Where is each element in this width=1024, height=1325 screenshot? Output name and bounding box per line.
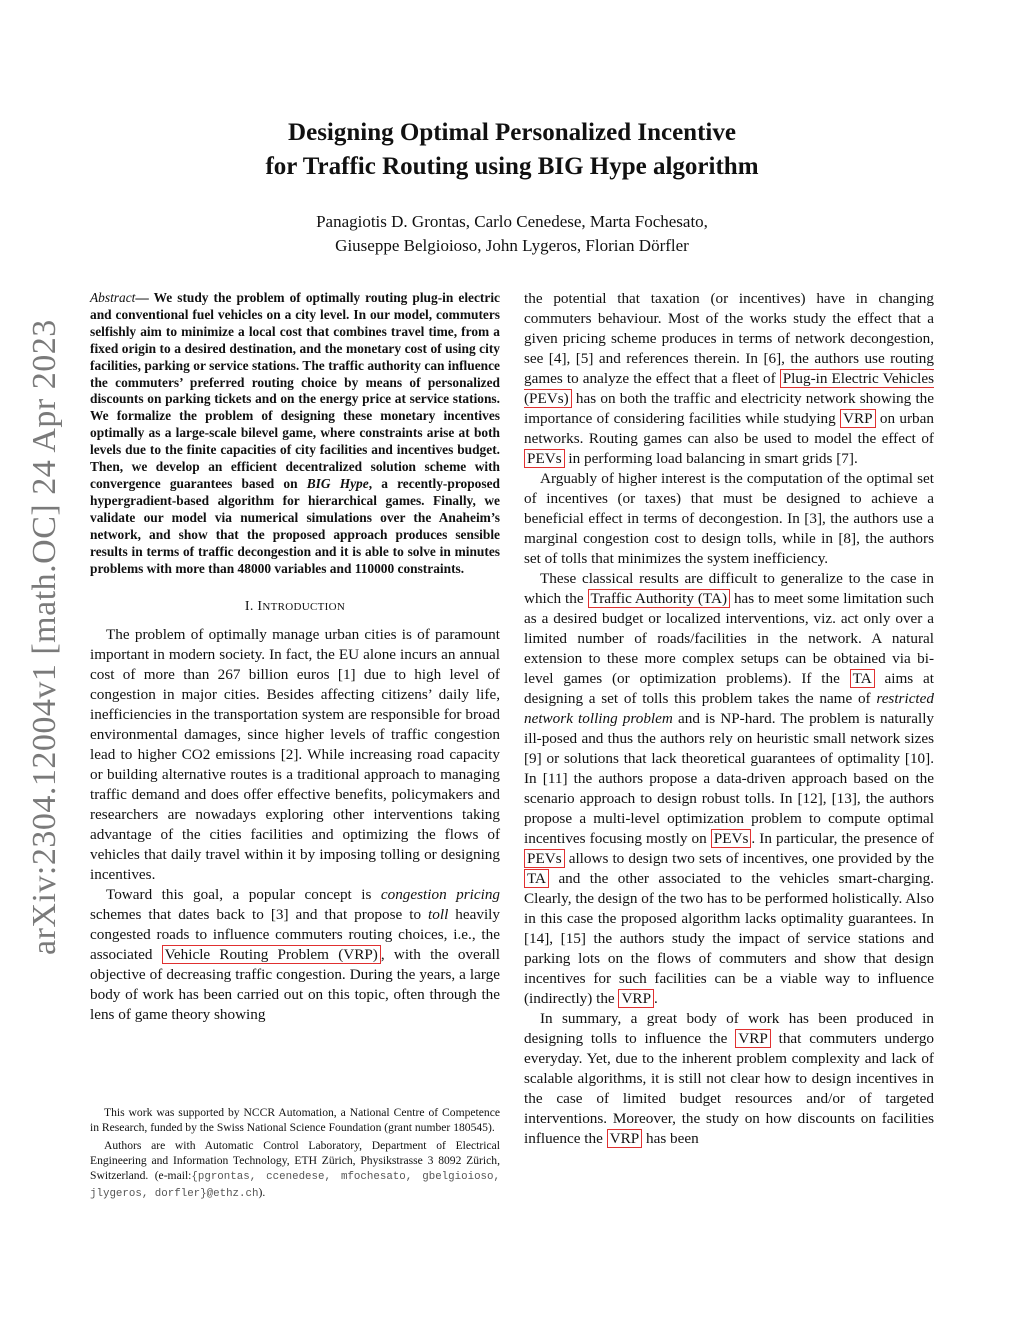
acronym-link-ta[interactable]: TA [524, 869, 549, 888]
abstract-emphasis: BIG Hype [306, 475, 369, 491]
text-run: , with the overall objective of decreasing traffic congestion. During the years, a large body of work has been carried out on this topic, often through the lens of game theory showing [90, 946, 500, 1024]
authors-line-1: Panagiotis D. Grontas, Carlo Cenedese, Marta Fochesato, [316, 212, 708, 231]
section-rest: NTRODUCTION [262, 601, 346, 614]
text-run: Authors are with Automatic Control Laboratory, Department of Electrical Engineering and Information Technology, ETH Zürich, Physikstrasse 3 8092 Zürich, Switzerland. (e-mail: [90, 1138, 500, 1183]
text-run: These classical results are difficult to generalize to the case in which the [524, 570, 934, 607]
text-run: has been [642, 1130, 699, 1147]
right-paragraph-4 [524, 1009, 934, 1149]
emphasis: toll [428, 906, 449, 924]
arxiv-stamp: arXiv:2304.12004v1 [math.OC] 24 Apr 2023 [26, 319, 63, 955]
right-column [524, 289, 934, 1149]
footnote-affiliation [90, 1138, 500, 1203]
authors-line-2: Giuseppe Belgioioso, John Lygeros, Florian Dörfler [335, 236, 689, 255]
text-run: aims at designing a set of tolls this problem takes the name of [524, 670, 934, 707]
left-column [90, 290, 500, 1025]
intro-paragraph-1: The problem of optimally manage urban cities is of paramount important in modern society. In fact, the EU alone incurs an annual cost of more than 267 billion euros [1] due to high level of congestion in major cities. Besides affecting citizens’ daily life, inefficiencies in the transportation system are responsible for broad environmental damages, since higher levels of traffic congestion lead to higher CO2 emissions [2]. While increasing road capacity or building alternative routes is a traditional approach to managing traffic demand and does offer effective benefits, policymakers and researchers are nowadays exploring other interventions taking advantage of the cities facilities and optimizing the flows of vehicles that daily travel within it by imposing tolling or designing incentives. [90, 626, 500, 884]
text-run: that commuters undergo everyday. Yet, due to the inherent problem complexity and lack of scalable algorithms, it is still not clear how to design incentives in the case of limited budget resources and/or of targeted interventions. Moreover, the study on how discounts on facilities influence the [524, 1030, 935, 1147]
text-run: in performing load balancing in smart grids [7]. [564, 450, 858, 467]
acronym-link-pevs[interactable]: PEVs [524, 849, 565, 868]
emphasis: restricted network tolling problem [524, 690, 934, 727]
acronym-link-vrp[interactable]: VRP [735, 1029, 771, 1048]
acronym-link-pevs-full[interactable]: Plug-in Electric Vehicles (PEVs) [524, 370, 934, 407]
emphasis: congestion pricing [380, 886, 501, 904]
acronym-link-pevs[interactable]: PEVs [711, 829, 752, 848]
text-run: . [654, 990, 658, 1007]
text-run: allows to design two sets of incentives, one provided by the [564, 850, 934, 867]
text-run: schemes that dates back to [3] and that propose to [90, 906, 429, 924]
right-paragraph-3 [524, 569, 934, 1009]
right-paragraph-1 [524, 289, 934, 469]
section-first-letter: I [257, 599, 263, 615]
text-run: the potential that taxation (or incentives) have in changing commuters behaviour. Most of the works study the effect that a given pricing scheme produces in terms of network decongestion, see [4], [5] and references therein. In [6], the authors use routing games to analyze the effect that a fleet of [524, 290, 934, 387]
right-paragraph-2: Arguably of higher interest is the computation of the optimal set of incentives (or taxes) that must be designed to achieve a beneficial effect in terms of decongestion. In [3], the authors use a marginal congestion cost to design tolls, while in [8], the authors set of tolls that minimizes the system inefficiency. [524, 470, 934, 567]
text-run: . In particular, the presence of [751, 830, 934, 847]
acronym-link-pevs[interactable]: PEVs [524, 449, 565, 468]
acronym-link-ta-full[interactable]: Traffic Authority (TA) [588, 589, 731, 608]
intro-paragraph-2 [90, 885, 500, 1025]
text-run: has to meet some limitation such as a desired budget or localized interventions, viz. act only over a limited number of roads/facilities in the network. A natural extension to these more complex setups can be obtained via bi-level games (or optimization problems). If the [524, 590, 935, 687]
title-line-1: Designing Optimal Personalized Incentive [288, 119, 736, 146]
acronym-link-vrp[interactable]: VRP [607, 1129, 643, 1148]
text-run: Toward this goal, a popular concept is [106, 886, 381, 904]
text-run: In summary, a great body of work has been produced in designing tolls to influence the [524, 1010, 934, 1047]
abstract-text-end: , a recently-proposed hypergradient-based algorithm for hierarchical games. Finally, we validate our model via numerical simulations over the Anaheim’s network, and show that the proposed approach produces sensible results in terms of traffic decongestion and it is able to solve in minutes problems with more than 48000 variables and 110000 constraints. [90, 475, 500, 576]
text-run: heavily congested roads to influence commuters routing choices, i.e., the associated [90, 906, 500, 964]
text-run: on urban networks. Routing games can also be used to model the effect of [524, 410, 934, 447]
abstract-dash: — [135, 290, 154, 305]
title-line-2: for Traffic Routing using BIG Hype algorithm [265, 153, 759, 180]
footnote-funding: This work was supported by NCCR Automation, a National Centre of Competence in Research, funded by the Swiss National Science Foundation (grant number 180545). [90, 1106, 500, 1135]
abstract [90, 290, 500, 577]
abstract-label: Abstract [90, 290, 136, 305]
footnotes [90, 1105, 500, 1205]
email-addresses[interactable]: {pgrontas, ccenedese, mfochesato, gbelgioioso, jlygeros, dorfler}@ethz.ch [90, 1171, 500, 1201]
author-list [200, 210, 824, 258]
abstract-text: We study the problem of optimally routing plug-in electric and conventional fuel vehicles on a city level. In our model, commuters selfishly aim to minimize a local cost that combines travel time, from a fixed origin to a desired destination, and the monetary cost of using city facilities, parking or service stations. The traffic authority can influence the commuters’ preferred routing choice by means of personalized discounts on parking tickets and on the energy price at service stations. We formalize the problem of designing these monetary incentives optimally as a large-scale bilevel game, where constraints arise at both levels due to the finite capacities of city facilities and incentives budget. Then, we develop an efficient decentralized solution scheme with convergence guarantees based on [90, 290, 500, 491]
section-numeral: I. [244, 599, 258, 615]
section-heading-introduction [90, 599, 500, 615]
text-run: ). [258, 1186, 266, 1200]
acronym-link-vrp[interactable]: VRP [840, 409, 876, 428]
text-run: has on both the traffic and electricity network showing the importance of considering facilities while studying [524, 390, 934, 427]
paper-title [150, 116, 874, 184]
acronym-link-vrp[interactable]: Vehicle Routing Problem (VRP) [162, 945, 381, 964]
text-run: and the other associated to the vehicles smart-charging. Clearly, the design of the two has to be performed holistically. Also in this case the proposed algorithm lacks optimality guarantees. In [14], [15] the authors study the impact of service stations and parking lots on the flows of commuters and show that design incentives for such facilities can be a viable way to influence (indirectly) the [524, 870, 934, 1007]
text-run: and is NP-hard. The problem is naturally ill-posed and thus the authors rely on heuristic small network sizes [9] or solutions that lack theoretical guarantees of optimality [10]. In [11] the authors propose a data-driven approach based on the scenario approach to design robust tolls. In [12], [13], the authors propose a multi-level optimization problem to compute optimal incentives focusing mostly on [524, 710, 935, 847]
acronym-link-ta[interactable]: TA [850, 669, 875, 688]
acronym-link-vrp[interactable]: VRP [618, 989, 654, 1008]
